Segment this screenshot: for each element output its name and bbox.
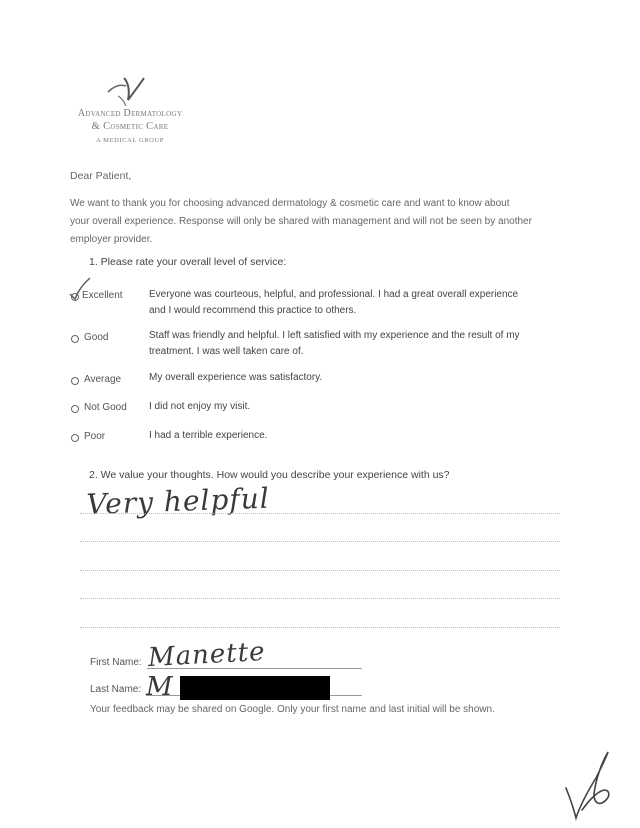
- writing-line[interactable]: [80, 598, 560, 599]
- radio-good[interactable]: [71, 335, 79, 343]
- intro-line: employer provider.: [70, 234, 153, 245]
- logo-line-3: A MEDICAL GROUP: [96, 137, 164, 144]
- signature-mark: [560, 748, 616, 822]
- description-line: I did not enjoy my visit.: [149, 401, 251, 412]
- description-line: treatment. I was well taken care of.: [149, 346, 304, 357]
- intro-line: your overall experience. Response will only be shared with management and will not be seen by another: [70, 216, 532, 227]
- salutation: Dear Patient,: [70, 170, 132, 182]
- option-label-average: Average: [84, 374, 122, 385]
- description-line: My overall experience was satisfactory.: [149, 372, 323, 383]
- writing-line[interactable]: [80, 513, 560, 514]
- last-name-handwritten: M: [146, 672, 174, 702]
- logo-line-1: Advanced Dermatology: [77, 108, 183, 119]
- intro-line: We want to thank you for choosing advanced dermatology & cosmetic care and want to know about: [70, 198, 510, 209]
- description-line: and I would recommend this practice to others.: [149, 305, 357, 316]
- intro-paragraph: [70, 195, 560, 249]
- writing-line[interactable]: [80, 541, 560, 542]
- description-line: I had a terrible experience.: [149, 430, 268, 441]
- description-line: Staff was friendly and helpful. I left satisfied with my experience and the result of my: [149, 330, 520, 341]
- question-1-heading: 1. Please rate your overall level of service:: [89, 256, 287, 268]
- first-name-handwritten: Manette: [147, 636, 267, 674]
- radio-average[interactable]: [71, 377, 79, 385]
- radio-not-good[interactable]: [71, 405, 79, 413]
- option-label-poor: Poor: [84, 431, 106, 442]
- option-description-poor: [149, 428, 559, 444]
- logo-mark: [104, 72, 148, 108]
- handwritten-answer: Very helpful: [86, 481, 271, 521]
- option-label-good: Good: [84, 332, 109, 343]
- logo-line-2: & Cosmetic Care: [91, 121, 169, 132]
- radio-poor[interactable]: [71, 434, 79, 442]
- option-description-not-good: [149, 399, 559, 415]
- option-label-not-good: Not Good: [84, 402, 127, 413]
- option-label-excellent: Excellent: [82, 290, 123, 301]
- footer-note: Your feedback may be shared on Google. Only your first name and last initial will be shown.: [90, 704, 495, 715]
- question-2-heading: 2. We value your thoughts. How would you describe your experience with us?: [89, 469, 450, 481]
- last-name-label: Last Name:: [90, 684, 142, 695]
- writing-line[interactable]: [80, 570, 560, 571]
- option-description-average: [149, 370, 559, 386]
- writing-line[interactable]: [80, 627, 560, 628]
- option-description-excellent: [149, 287, 559, 319]
- redaction-bar: [180, 676, 330, 700]
- option-description-good: [149, 328, 559, 360]
- first-name-label: First Name:: [90, 657, 142, 668]
- description-line: Everyone was courteous, helpful, and professional. I had a great overall experience: [149, 289, 519, 300]
